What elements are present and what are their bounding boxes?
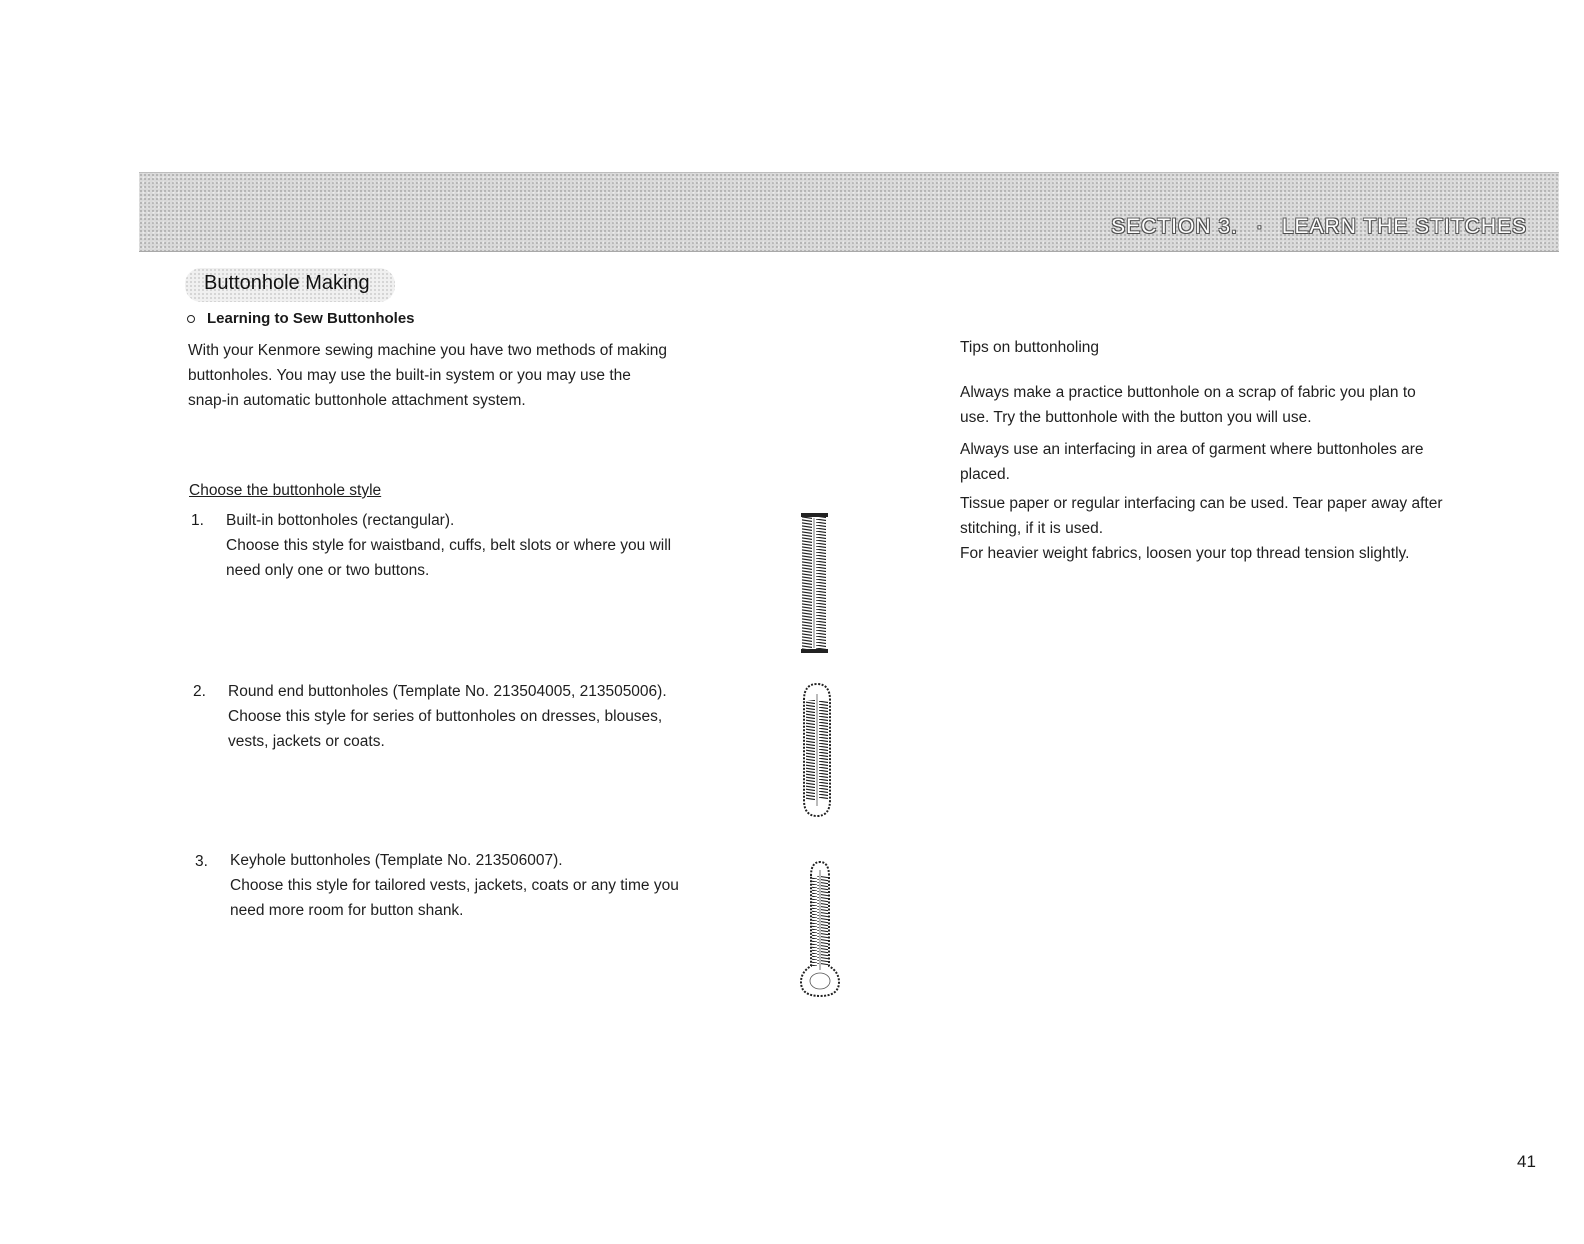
subheading-text: Learning to Sew Buttonholes <box>207 310 415 327</box>
page-heading: Buttonhole Making <box>204 272 370 294</box>
section-name: LEARN THE STITCHES <box>1281 215 1527 238</box>
style-line: Choose this style for series of buttonholes on dresses, blouses, <box>228 708 663 725</box>
style-line: Choose this style for tailored vests, jackets, coats or any time you <box>230 877 679 894</box>
section-number: SECTION 3. <box>1111 215 1238 238</box>
tip-paragraph <box>960 380 1416 430</box>
tip-paragraph <box>960 437 1424 487</box>
tip-line: use. Try the buttonhole with the button you will use. <box>960 409 1312 426</box>
intro-line: snap-in automatic buttonhole attachment system. <box>188 392 526 409</box>
style-number: 2. <box>193 683 206 700</box>
section-header-band <box>139 172 1559 252</box>
tips-title: Tips on buttonholing <box>960 339 1100 356</box>
style-title: Keyhole buttonholes (Template No. 213506007). <box>230 852 563 869</box>
style-number: 3. <box>195 853 208 870</box>
rectangular-buttonhole-icon <box>796 510 836 658</box>
intro-line: With your Kenmore sewing machine you have two methods of making <box>188 342 668 359</box>
style-line: Choose this style for waistband, cuffs, belt slots or where you will <box>226 537 672 554</box>
tip-line: Tissue paper or regular interfacing can be used. Tear paper away after <box>960 495 1443 512</box>
bullet-icon <box>187 315 195 323</box>
tip-paragraph <box>960 491 1443 566</box>
keyhole-buttonhole-icon <box>797 858 843 1000</box>
style-title: Built-in bottonholes (rectangular). <box>226 512 455 529</box>
choose-style-label: Choose the buttonhole style <box>189 482 382 499</box>
tip-line: placed. <box>960 466 1010 483</box>
style-line: need only one or two buttons. <box>226 562 430 579</box>
intro-line: buttonholes. You may use the built-in system or you may use the <box>188 367 631 384</box>
style-title: Round end buttonholes (Template No. 213504005, 213505006). <box>228 683 667 700</box>
style-line: vests, jackets or coats. <box>228 733 385 750</box>
tip-line: For heavier weight fabrics, loosen your top thread tension slightly. <box>960 545 1410 562</box>
section-title: SECTION 3. · LEARN THE STITCHES <box>1111 215 1527 238</box>
style-item <box>228 679 667 754</box>
style-number: 1. <box>191 512 204 529</box>
style-line: need more room for button shank. <box>230 902 464 919</box>
round-end-buttonhole-icon <box>798 680 838 820</box>
subheading <box>187 310 415 327</box>
style-item <box>226 508 671 583</box>
tip-line: Always make a practice buttonhole on a scrap of fabric you plan to <box>960 384 1416 401</box>
intro-paragraph <box>188 338 667 413</box>
style-item <box>230 848 679 923</box>
page-number: 41 <box>1517 1152 1536 1171</box>
tip-line: Always use an interfacing in area of garment where buttonholes are <box>960 441 1424 458</box>
tip-line: stitching, if it is used. <box>960 520 1104 537</box>
